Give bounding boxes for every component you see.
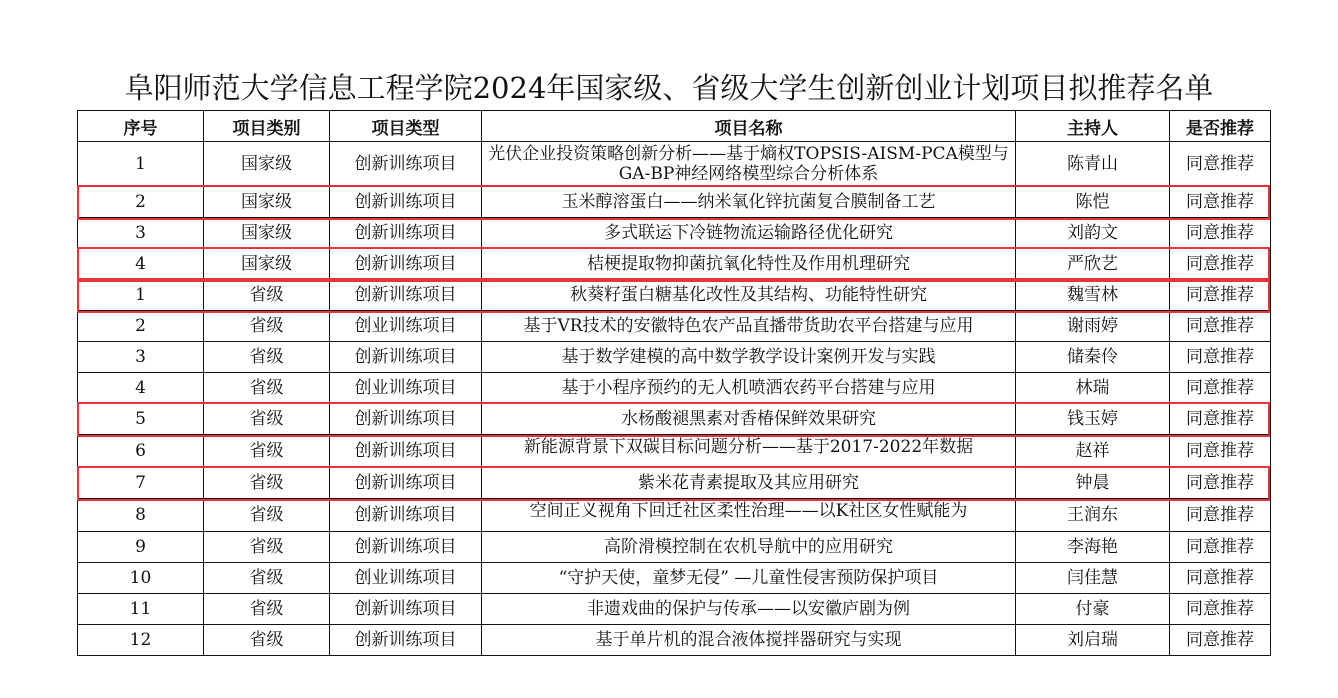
cell-level: 国家级: [204, 218, 330, 249]
cell-no: 4: [78, 373, 204, 404]
cell-type: 创新训练项目: [330, 499, 482, 532]
cell-recommend: 同意推荐: [1170, 373, 1271, 404]
cell-leader: 钟晨: [1016, 468, 1170, 499]
cell-leader: 刘启瑞: [1016, 625, 1170, 656]
cell-type: 创新训练项目: [330, 404, 482, 435]
cell-level: 省级: [204, 594, 330, 625]
header-type: 项目类型: [330, 111, 482, 142]
cell-no: 9: [78, 532, 204, 563]
cell-type: 创新训练项目: [330, 435, 482, 468]
cell-type: 创新训练项目: [330, 532, 482, 563]
cell-recommend: 同意推荐: [1170, 625, 1271, 656]
cell-recommend: 同意推荐: [1170, 563, 1271, 594]
cell-level: 国家级: [204, 249, 330, 280]
cell-leader: 闫佳慧: [1016, 563, 1170, 594]
cell-project-name: 非遗戏曲的保护与传承——以安徽庐剧为例: [482, 594, 1016, 625]
cell-level: 省级: [204, 435, 330, 468]
table-row: [78, 404, 1271, 435]
cell-level: 省级: [204, 373, 330, 404]
cell-recommend: 同意推荐: [1170, 187, 1271, 218]
cell-project-name: “守护天使，童梦无侵” —儿童性侵害预防保护项目: [482, 563, 1016, 594]
table-row: [78, 249, 1271, 280]
table-row: [78, 142, 1271, 187]
cell-no: 11: [78, 594, 204, 625]
cell-level: 省级: [204, 499, 330, 532]
recommendation-table: [77, 110, 1271, 656]
cell-recommend: 同意推荐: [1170, 342, 1271, 373]
cell-project-name: 桔梗提取物抑菌抗氧化特性及作用机理研究: [482, 249, 1016, 280]
cell-level: 省级: [204, 532, 330, 563]
cell-leader: 钱玉婷: [1016, 404, 1170, 435]
cell-level: 国家级: [204, 187, 330, 218]
cell-no: 3: [78, 218, 204, 249]
table-header-row: [78, 111, 1271, 142]
cell-recommend: 同意推荐: [1170, 142, 1271, 187]
table-row: [78, 499, 1271, 532]
table-row: [78, 218, 1271, 249]
cell-leader: 刘韵文: [1016, 218, 1170, 249]
cell-level: 省级: [204, 280, 330, 311]
cell-type: 创新训练项目: [330, 218, 482, 249]
cell-project-name: 光伏企业投资策略创新分析——基于熵权TOPSIS-AISM-PCA模型与GA-BP神经网络模型综合分析体系: [482, 142, 1016, 187]
cell-type: 创新训练项目: [330, 280, 482, 311]
cell-level: 省级: [204, 311, 330, 342]
cell-type: 创业训练项目: [330, 311, 482, 342]
cell-project-name: 多式联运下冷链物流运输路径优化研究: [482, 218, 1016, 249]
table-row: [78, 342, 1271, 373]
cell-level: 省级: [204, 342, 330, 373]
cell-no: 6: [78, 435, 204, 468]
cell-recommend: 同意推荐: [1170, 594, 1271, 625]
cell-type: 创新训练项目: [330, 249, 482, 280]
cell-leader: 陈恺: [1016, 187, 1170, 218]
cell-leader: 陈青山: [1016, 142, 1170, 187]
cell-recommend: 同意推荐: [1170, 499, 1271, 532]
cell-project-name: 空间正义视角下回迁社区柔性治理——以K社区女性赋能为: [482, 499, 1016, 532]
cell-project-name: 水杨酸褪黑素对香椿保鲜效果研究: [482, 404, 1016, 435]
table-row: [78, 594, 1271, 625]
cell-project-name: 秋葵籽蛋白糖基化改性及其结构、功能特性研究: [482, 280, 1016, 311]
cell-no: 7: [78, 468, 204, 499]
cell-type: 创新训练项目: [330, 342, 482, 373]
header-recommend: 是否推荐: [1170, 111, 1271, 142]
cell-recommend: 同意推荐: [1170, 468, 1271, 499]
cell-no: 10: [78, 563, 204, 594]
cell-leader: 付豪: [1016, 594, 1170, 625]
cell-recommend: 同意推荐: [1170, 404, 1271, 435]
cell-recommend: 同意推荐: [1170, 249, 1271, 280]
page-title: 阜阳师范大学信息工程学院2024年国家级、省级大学生创新创业计划项目拟推荐名单: [124, 71, 1214, 105]
table-row: [78, 373, 1271, 404]
cell-project-name: 基于数学建模的高中数学教学设计案例开发与实践: [482, 342, 1016, 373]
cell-leader: 严欣艺: [1016, 249, 1170, 280]
cell-no: 1: [78, 280, 204, 311]
cell-recommend: 同意推荐: [1170, 280, 1271, 311]
cell-type: 创新训练项目: [330, 187, 482, 218]
cell-project-name: 基于单片机的混合液体搅拌器研究与实现: [482, 625, 1016, 656]
cell-type: 创业训练项目: [330, 373, 482, 404]
cell-type: 创新训练项目: [330, 594, 482, 625]
cell-no: 8: [78, 499, 204, 532]
cell-leader: 王润东: [1016, 499, 1170, 532]
cell-project-name: 新能源背景下双碳目标问题分析——基于2017-2022年数据: [482, 435, 1016, 468]
cell-type: 创新训练项目: [330, 142, 482, 187]
cell-type: 创业训练项目: [330, 563, 482, 594]
table-row: [78, 280, 1271, 311]
table-row: [78, 468, 1271, 499]
cell-no: 5: [78, 404, 204, 435]
cell-leader: 赵祥: [1016, 435, 1170, 468]
header-no: 序号: [78, 111, 204, 142]
cell-no: 1: [78, 142, 204, 187]
header-leader: 主持人: [1016, 111, 1170, 142]
cell-recommend: 同意推荐: [1170, 311, 1271, 342]
table-row: [78, 435, 1271, 468]
cell-project-name: 基于VR技术的安徽特色农产品直播带货助农平台搭建与应用: [482, 311, 1016, 342]
table-row: [78, 187, 1271, 218]
table-row: [78, 563, 1271, 594]
table-row: [78, 625, 1271, 656]
cell-type: 创新训练项目: [330, 468, 482, 499]
cell-level: 省级: [204, 625, 330, 656]
cell-leader: 林瑞: [1016, 373, 1170, 404]
cell-recommend: 同意推荐: [1170, 532, 1271, 563]
cell-level: 省级: [204, 563, 330, 594]
cell-project-name: 基于小程序预约的无人机喷洒农药平台搭建与应用: [482, 373, 1016, 404]
cell-leader: 李海艳: [1016, 532, 1170, 563]
cell-no: 2: [78, 311, 204, 342]
cell-level: 国家级: [204, 142, 330, 187]
cell-no: 2: [78, 187, 204, 218]
table-row: [78, 311, 1271, 342]
cell-level: 省级: [204, 404, 330, 435]
cell-project-name: 紫米花青素提取及其应用研究: [482, 468, 1016, 499]
cell-project-name: 高阶滑模控制在农机导航中的应用研究: [482, 532, 1016, 563]
cell-no: 12: [78, 625, 204, 656]
table-row: [78, 532, 1271, 563]
cell-project-name: 玉米醇溶蛋白——纳米氧化锌抗菌复合膜制备工艺: [482, 187, 1016, 218]
cell-type: 创新训练项目: [330, 625, 482, 656]
header-name: 项目名称: [482, 111, 1016, 142]
cell-recommend: 同意推荐: [1170, 218, 1271, 249]
header-level: 项目类别: [204, 111, 330, 142]
cell-leader: 魏雪林: [1016, 280, 1170, 311]
cell-level: 省级: [204, 468, 330, 499]
cell-recommend: 同意推荐: [1170, 435, 1271, 468]
cell-no: 4: [78, 249, 204, 280]
cell-leader: 储秦伶: [1016, 342, 1170, 373]
cell-no: 3: [78, 342, 204, 373]
cell-leader: 谢雨婷: [1016, 311, 1170, 342]
